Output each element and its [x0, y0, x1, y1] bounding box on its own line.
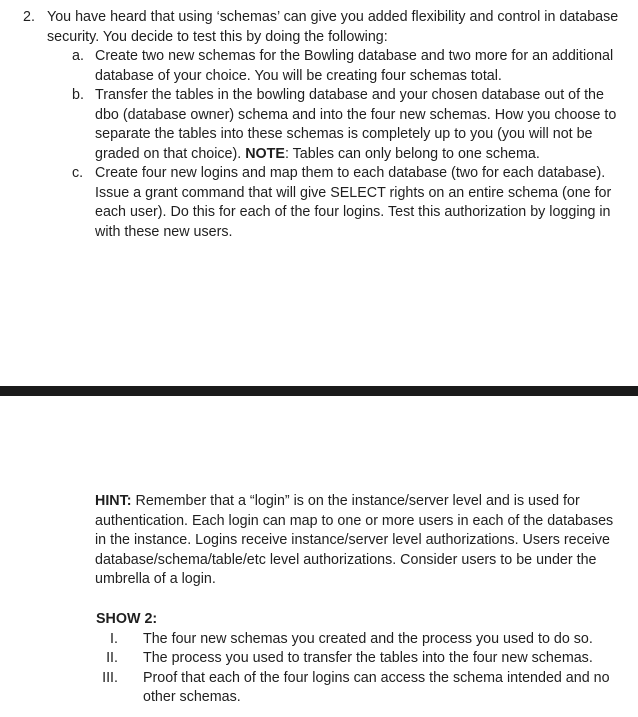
item-numeral: I.: [110, 630, 118, 647]
show-title: SHOW 2:: [96, 611, 158, 627]
list-item: [96, 649, 626, 669]
item-text: The process you used to transfer the tables into the four new schemas.: [143, 650, 593, 666]
list-item: [0, 86, 638, 164]
item-numeral: III.: [102, 669, 118, 686]
note-text: : Tables can only belong to one schema.: [284, 145, 540, 162]
question-text: You have heard that using ‘schemas’ can give you added flexibility and control in database security. You decide to test this by doing the following:: [47, 9, 619, 45]
item-text: Transfer the tables in the bowling database and your chosen database out of the dbo (database owner) schema and into the four new schemas. How you choose to separate the tables into these schemas is completely up to you (you will not be graded on that choice).: [95, 87, 617, 162]
show-block: [96, 610, 626, 708]
question-number: 2.: [23, 9, 35, 25]
note-label: NOTE: [245, 145, 285, 162]
question-block: [0, 8, 638, 242]
item-letter: a.: [72, 48, 84, 64]
item-letter: b.: [72, 87, 84, 103]
list-item: [0, 164, 638, 242]
item-text: Create two new schemas for the Bowling database and two more for an additional database of your choice. You will be creating four schemas total.: [95, 48, 614, 84]
hint-text: Remember that a “login” is on the instance/server level and is used for authentication. Each login can map to one or more users in each of the databases in the instance. Logins receive instance/server level authorizations. Users receive database/schema/table/etc level authorizations. Consider users to be under the umbrella of a login.: [95, 493, 614, 587]
item-text: Proof that each of the four logins can access the schema intended and no other schemas.: [143, 669, 610, 705]
list-item: [96, 669, 626, 708]
section-divider: [0, 386, 638, 396]
item-letter: c.: [72, 165, 84, 181]
question-row: [0, 8, 638, 47]
item-text: Create four new logins and map them to each database (two for each database). Issue a grant command that will give SELECT rights on an entire schema (one for each user). Do this for each of the four logins. Test this authorization by logging in with these new users.: [95, 165, 612, 240]
hint-block: [95, 492, 625, 590]
hint-label: HINT:: [95, 493, 132, 509]
item-numeral: II.: [106, 650, 118, 666]
item-text: The four new schemas you created and the process you used to do so.: [143, 630, 593, 647]
list-item: [0, 47, 638, 86]
list-item: [96, 630, 626, 650]
